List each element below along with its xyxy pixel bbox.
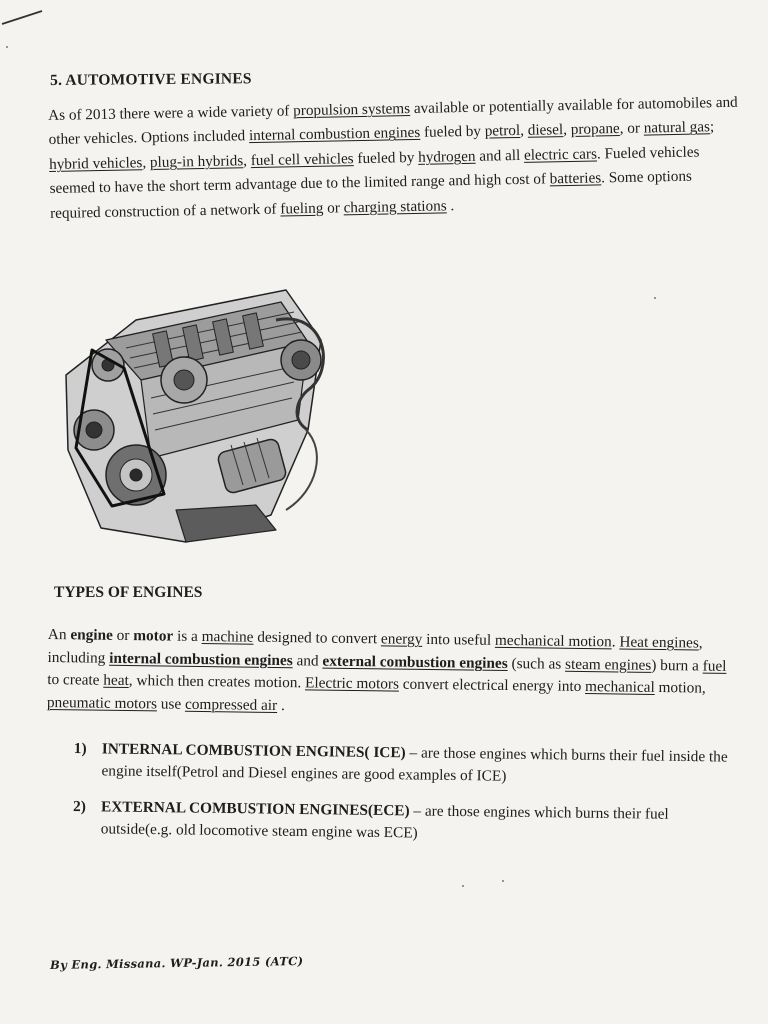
section-heading: 5. AUTOMOTIVE ENGINES: [50, 70, 252, 89]
link-machine[interactable]: machine: [201, 628, 254, 646]
link-propulsion-systems[interactable]: propulsion systems: [293, 100, 411, 120]
intro-paragraph: As of 2013 there were a wide variety of propulsion systems available or potentially available for automobiles and other vehicles. Options included internal combustion engines fueled by petrol, diesel, propane, or natural gas; hybrid vehicles, plug-in hybrids, fuel cell vehicles fueled by hydrogen and all electric cars. Fueled vehicles seemed to have the short term advantage due to the limited range and high cost of batteries. Some options required construction of a network of fueling or charging stations .: [48, 93, 738, 222]
link-mechanical-motion[interactable]: mechanical motion: [494, 631, 612, 651]
link-mechanical[interactable]: mechanical: [585, 678, 655, 696]
term-motor: motor: [133, 627, 174, 645]
types-heading: TYPES OF ENGINES: [54, 584, 203, 601]
list-item-title: INTERNAL COMBUSTION ENGINES( ICE): [101, 740, 406, 762]
author-footer: By Eng. Missana. WP-Jan. 2015 (ATC): [50, 954, 304, 972]
scan-speck: [502, 880, 504, 882]
scan-speck: [654, 297, 656, 299]
link-internal-combustion-engines-bold[interactable]: internal combustion engines: [109, 649, 293, 669]
term-engine: engine: [70, 626, 113, 644]
link-pneumatic-motors[interactable]: pneumatic motors: [46, 693, 158, 712]
list-item-text: – are those engines which burns their fuel outside(e.g. old locomotive steam engine was ECE): [100, 802, 669, 842]
link-internal-combustion-engines[interactable]: internal combustion engines: [248, 124, 421, 145]
list-item-title: EXTERNAL COMBUSTION ENGINES(ECE): [100, 798, 410, 820]
link-fuel-cell-vehicles[interactable]: fuel cell vehicles: [250, 149, 354, 169]
link-fuel[interactable]: fuel: [702, 657, 727, 675]
link-propane[interactable]: propane: [570, 120, 620, 139]
link-electric-motors[interactable]: Electric motors: [304, 674, 400, 693]
link-heat-engines[interactable]: Heat engines: [619, 633, 699, 652]
engine-photo: [46, 280, 338, 552]
link-electric-cars[interactable]: electric cars: [523, 145, 598, 164]
link-compressed-air[interactable]: compressed air: [184, 695, 278, 714]
link-diesel[interactable]: diesel: [527, 121, 564, 140]
types-paragraph: An engine or motor is a machine designed to convert energy into useful mechanical motion. Heat engines, including internal combustion engines and external combustion engines (such as steam engines) burn a fuel to create heat, which then creates motion. Electric motors convert electrical energy into mechanical motion, pneumatic motors use compressed air .: [46, 625, 727, 714]
link-plug-in-hybrids[interactable]: plug-in hybrids: [149, 152, 244, 171]
link-batteries[interactable]: batteries: [549, 169, 602, 188]
link-charging-stations[interactable]: charging stations: [343, 196, 447, 216]
scan-speck: [462, 885, 464, 887]
scan-pen-mark: [0, 0, 60, 60]
link-petrol[interactable]: petrol: [484, 122, 521, 141]
link-energy[interactable]: energy: [380, 630, 423, 648]
link-hybrid-vehicles[interactable]: hybrid vehicles: [48, 154, 143, 173]
list-number: 2): [72, 797, 86, 816]
list-item: [73, 796, 734, 849]
list-item: [73, 738, 734, 791]
link-external-combustion-engines[interactable]: external combustion engines: [322, 652, 508, 672]
link-fueling[interactable]: fueling: [280, 199, 324, 218]
link-natural-gas[interactable]: natural gas: [643, 118, 711, 137]
link-heat[interactable]: heat: [103, 671, 129, 690]
link-hydrogen[interactable]: hydrogen: [417, 147, 476, 166]
list-item-text: – are those engines which burns their fuel inside the engine itself(Petrol and Diesel engines are good examples of ICE): [101, 744, 728, 785]
link-steam-engines[interactable]: steam engines: [564, 655, 652, 674]
engine-types-list: [72, 738, 733, 863]
list-number: 1): [73, 739, 87, 758]
